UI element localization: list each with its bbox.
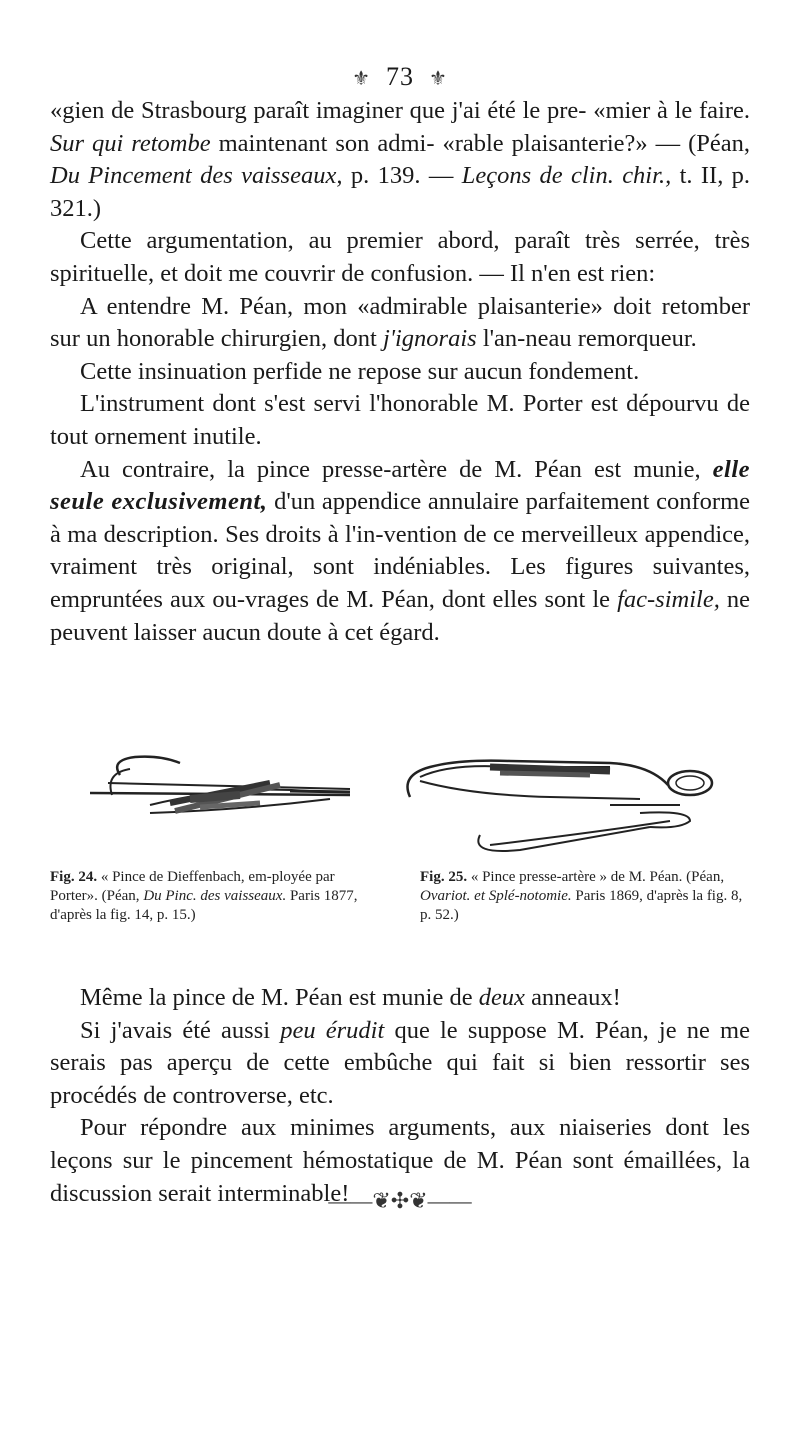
- fig24-forceps-illustration: [90, 757, 350, 813]
- para8-text-a: Si j'avais été aussi: [80, 1016, 271, 1044]
- para7-text-c: anneaux!: [531, 984, 621, 1011]
- caption-25-text-c: Paris 1869, d'après la fig. 8, p. 52.): [420, 888, 743, 923]
- para8-italic: peu érudit: [280, 1016, 385, 1044]
- para6-italic: fac-simile,: [617, 585, 720, 613]
- caption-24-text-c: Paris 1877, d'après la fig. 14, p. 15.): [50, 888, 358, 923]
- paragraph-insinuation: Cette insinuation perfide ne repose sur aucun fondement.: [80, 357, 640, 385]
- para6-emphasis: elle seule exclusivement,: [50, 455, 751, 516]
- quote-paragraph: [50, 95, 750, 225]
- quote-italic-2: Du Pincement des vaisseaux,: [50, 162, 343, 190]
- caption-fig-25: [420, 868, 750, 925]
- fig25-forceps-illustration: [408, 761, 713, 851]
- quote-italic-1: Sur qui retombe: [50, 129, 211, 157]
- caption-fig-24: [50, 868, 380, 925]
- para7-text-a: Même la pince de M. Péan est munie de: [80, 984, 473, 1011]
- para6-text-a: Au contraire, la pince presse-artère de M. Péan est munie,: [80, 455, 701, 483]
- footer-ornament-icon: ——❦✣❦——: [328, 1188, 472, 1213]
- caption-24-italic: Du Pinc. des vaisseaux.: [143, 888, 287, 904]
- page-number: 73: [386, 62, 414, 91]
- quote-line-6: t. II, p. 321.): [50, 162, 751, 222]
- para6-text-e: ne peuvent laisser aucun doute à cet égard.: [50, 585, 751, 646]
- paragraph-argumentation: Cette argumentation, au premier abord, paraît très serrée, très spirituelle, et doit me couvrir de confusion. — Il n'en est rien:: [50, 227, 750, 287]
- caption-25-italic: Ovariot. et Splé-notomie.: [420, 888, 572, 904]
- paragraph-entendre: [50, 291, 750, 356]
- quote-line-1: «gien de Strasbourg paraît imaginer que j'ai été le pre-: [50, 97, 587, 124]
- header-ornament-right-icon: ⚜: [429, 68, 448, 90]
- figures-svg: [50, 755, 750, 865]
- para6-text-c: d'un appendice annulaire parfaitement conforme à ma description. Ses droits à l'in-vention de ce merveilleux appendice, vraiment très original, sont indéniables. Les figures suivantes, empruntées aux ou-vrages de M. Péan, dont elles sont le: [50, 488, 750, 613]
- quote-line-4: «rable plaisanterie?» — (Péan,: [442, 129, 750, 157]
- paragraph-meme: [50, 982, 750, 1015]
- caption-25-text-a: « Pince presse-artère » de M. Péan. (Péan,: [470, 869, 725, 885]
- caption-24-text-a: « Pince de Dieffenbach, em-ployée par Porter». (Péan,: [50, 869, 335, 904]
- paragraph-instrument: L'instrument dont s'est servi l'honorable M. Porter est dépourvu de tout ornement inutile.: [50, 390, 750, 450]
- figures-row: [50, 755, 750, 865]
- page-header: [0, 62, 800, 92]
- caption-24-label: Fig. 24.: [50, 869, 98, 885]
- para8-text-c: que le suppose M. Péan, je ne me serais pas aperçu de cette embûche qui fait si bien ressortir ses procédés de controverse, etc.: [50, 1016, 750, 1109]
- figure-captions: [50, 868, 750, 925]
- body-text-bottom: [50, 982, 750, 1210]
- para3-text-c: l'an-neau remorqueur.: [482, 325, 697, 353]
- quote-line-3: maintenant son admi-: [218, 129, 435, 157]
- paragraph-repondre: Pour répondre aux minimes arguments, aux niaiseries dont les leçons sur le pincement hémostatique de M. Péan sont émaillées, la discussion serait interminable!: [50, 1114, 750, 1207]
- quote-italic-3: Leçons de clin. chir.,: [461, 162, 672, 190]
- caption-25-label: Fig. 25.: [420, 869, 468, 885]
- paragraph-contraire: [50, 454, 750, 650]
- quote-line-2: «mier à le faire.: [593, 97, 751, 124]
- header-ornament-left-icon: ⚜: [352, 68, 371, 90]
- paragraph-erudit: [50, 1015, 750, 1113]
- para3-text-a: A entendre M. Péan, mon «admirable plaisanterie» doit retomber sur un honorable chirurgien, dont: [50, 292, 750, 353]
- body-text-top: [50, 95, 750, 649]
- para3-italic: j'ignorais: [382, 325, 477, 353]
- quote-line-5: p. 139. —: [350, 162, 454, 190]
- para7-italic: deux: [478, 984, 525, 1011]
